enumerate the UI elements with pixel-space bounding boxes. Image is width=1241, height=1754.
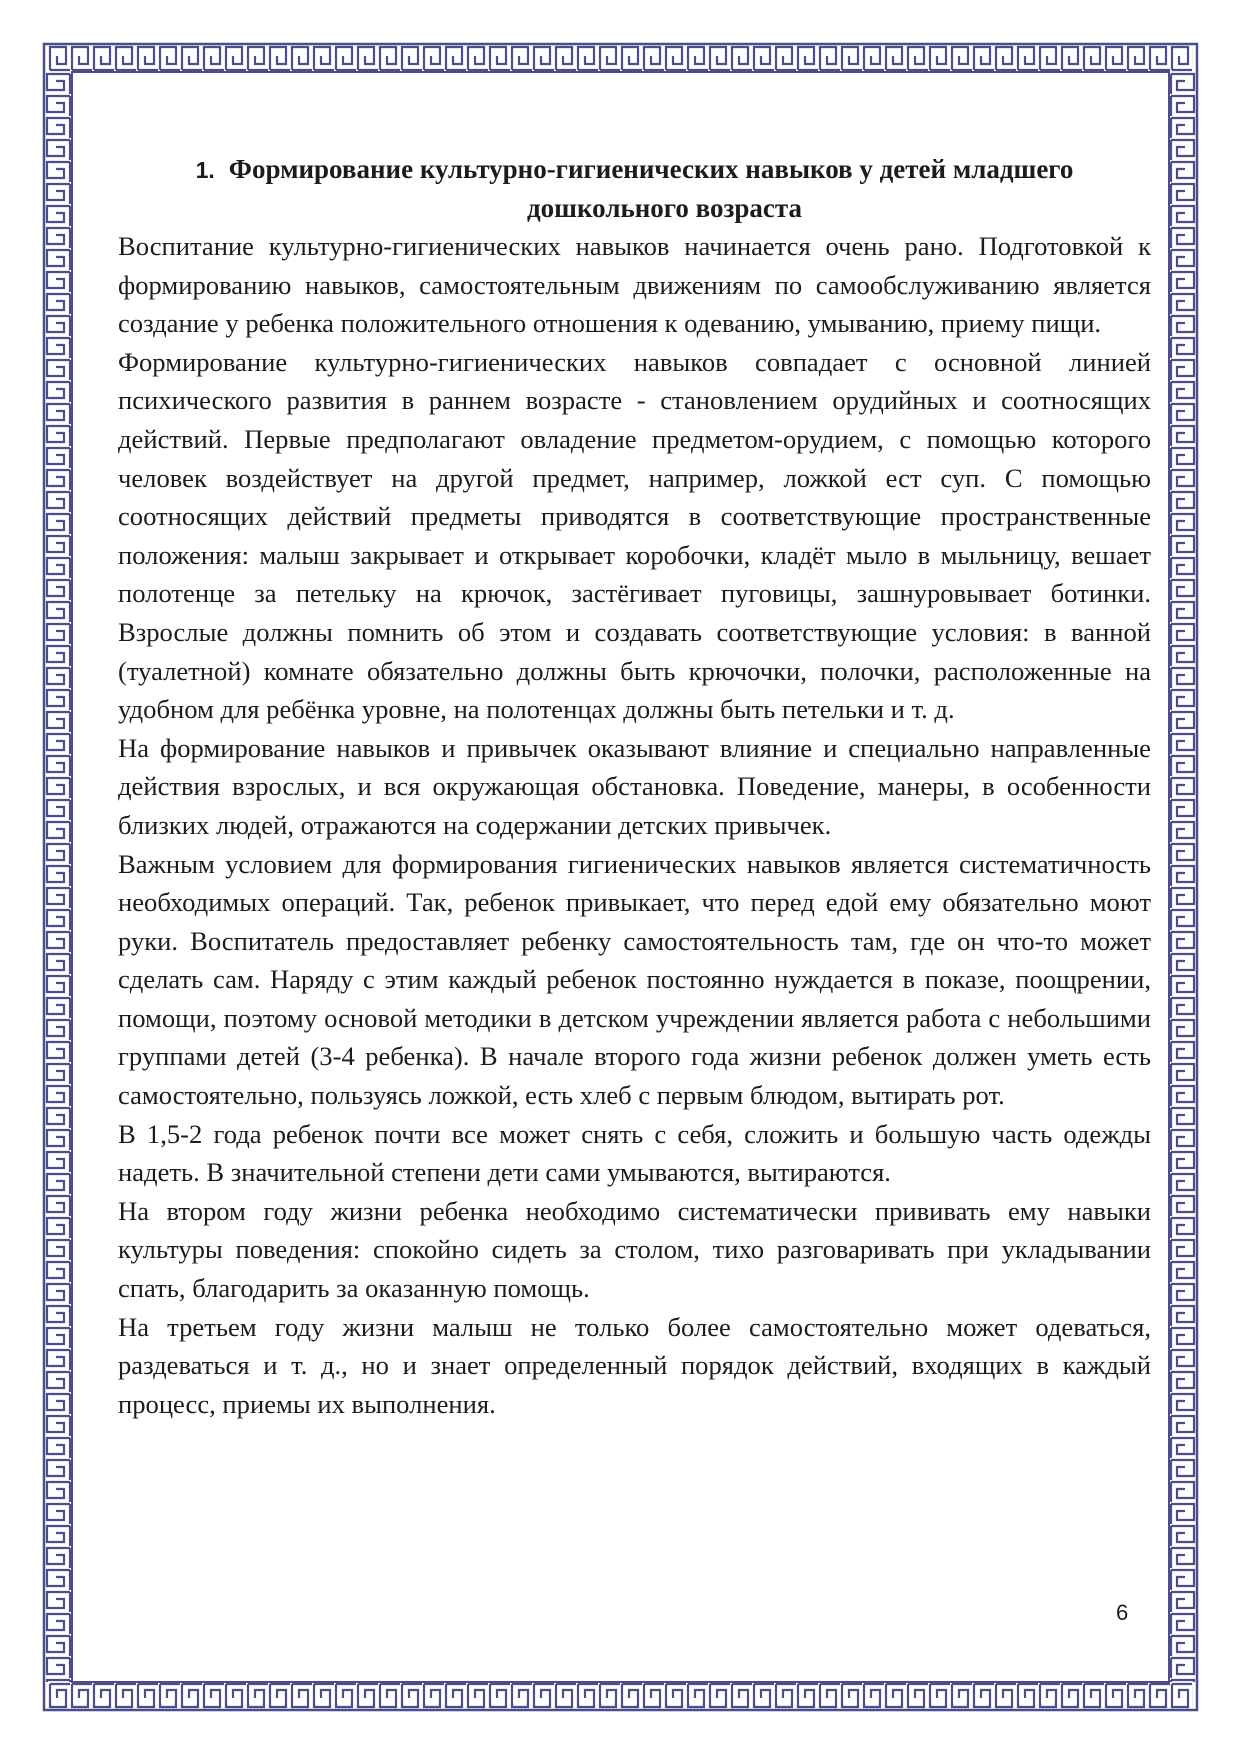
heading-line-1: Формирование культурно-гигиенических навыков у детей младшего — [228, 154, 1074, 184]
section-number: 1. — [195, 157, 215, 183]
paragraph: На втором году жизни ребенка необходимо систематически прививать ему навыки культуры поведения: спокойно сидеть за столом, тихо разговаривать при укладывании спать, благодарить за оказанную помощь. — [118, 1195, 1151, 1304]
page-number: 6 — [1116, 1600, 1129, 1625]
paragraph: Формирование культурно-гигиенических навыков совпадает с основной линией психического развития в раннем возрасте - становлением орудийных и соотносящих действий. Первые предполагают овладение предметом-орудием, с помощью которого человек воздействует на другой предмет, например, ложкой ест суп. С помощью соотносящих действий предметы приводятся в соответствующие пространственные положения: малыш закрывает и открывает коробочки, кладёт мыло в мыльницу, вешает полотенце за петельку на крючок, застёгивает пуговицы, зашнуровывает ботинки. Взрослые должны помнить об этом и создавать соответствующие условия: в ванной (туалетной) комнате обязательно должны быть крючочки, полочки, расположенные на удобном для ребёнка уровне, на полотенцах должны быть петельки и т. д. — [118, 346, 1151, 725]
section-heading — [118, 150, 1151, 227]
document-body — [118, 150, 1151, 1423]
paragraph: Важным условием для формирования гигиенических навыков является систематичность необходимых операций. Так, ребенок привыкает, что перед едой ему обязательно моют руки. Воспитатель предоставляет ребенку самостоятельность там, где он что-то может сделать сам. Наряду с этим каждый ребенок постоянно нуждается в показе, поощрении, помощи, поэтому основой методики в детском учреждении является работа с небольшими группами детей (3-4 ребенка). В начале второго года жизни ребенок должен уметь есть самостоятельно, пользуясь ложкой, есть хлеб с первым блюдом, вытирать рот. — [118, 848, 1151, 1111]
paragraph: На формирование навыков и привычек оказывают влияние и специально направленные действия взрослых, и вся окружающая обстановка. Поведение, манеры, в особенности близких людей, отражаются на содержании детских привычек. — [118, 732, 1151, 840]
paragraph: Воспитание культурно-гигиенических навыков начинается очень рано. Подготовкой к формированию навыков, самостоятельным движениям по самообслуживанию является создание у ребенка положительного отношения к одеванию, умыванию, приему пищи. — [118, 231, 1151, 339]
paragraph: На третьем году жизни малыш не только более самостоятельно может одеваться, раздеваться и т. д., но и знает определенный порядок действий, входящих в каждый процесс, приемы их выполнения. — [118, 1311, 1151, 1419]
paragraph: В 1,5-2 года ребенок почти все может снять с себя, сложить и большую часть одежды надеть. В значительной степени дети сами умываются, вытираются. — [118, 1118, 1151, 1188]
heading-line-2: дошкольного возраста — [527, 193, 802, 223]
